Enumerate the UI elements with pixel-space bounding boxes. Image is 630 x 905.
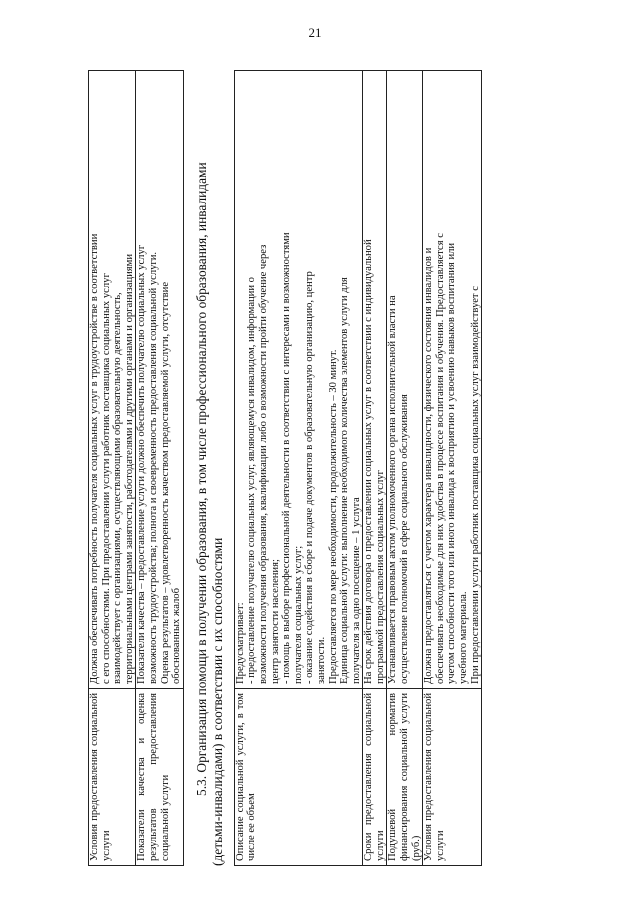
row-description: [136, 71, 183, 689]
table-row: [136, 71, 183, 866]
row-description: [89, 71, 136, 689]
row-label: Условия предоставления социальной услуги: [89, 689, 136, 866]
section-heading-line: (детьми-инвалидами) в соответствии с их способностями: [209, 537, 225, 866]
text-line: программой предоставления социальных услуг: [374, 470, 386, 684]
text-line: Предоставляется по мере необходимости, продолжительность – 30 минут.: [327, 349, 339, 684]
text-line: Предусматривает:: [234, 602, 246, 684]
text-line: обеспечивать необходимые для них удобства в процессе воспитания и обучения. Предоставляется с: [434, 233, 446, 684]
text-line: взаимодействует с организациями, осуществляющими образовательную деятельность,: [112, 292, 124, 684]
rotated-content: [88, 70, 568, 866]
text-line: учебного материала.: [458, 591, 470, 684]
text-line: Устанавливается правовым актом уполномоченного органа исполнительной власти на: [387, 295, 399, 684]
text-line: получателя за одно посещение – 1 услуга: [350, 497, 362, 684]
text-line: - помощь в выборе профессиональной деятельности в соответствии с интересами и возможностями: [281, 232, 293, 684]
table-row: [234, 71, 363, 866]
text-line: осуществление полномочий в сфере социального обслуживания: [399, 394, 411, 684]
text-line: с его способностями. При предоставлении услуги работник поставщика социальных услуг: [100, 273, 112, 684]
table-1: [88, 70, 184, 866]
text-line: получателя социальных услуг;: [292, 545, 304, 684]
table-row: [89, 71, 136, 866]
row-description: [234, 71, 363, 689]
text-line: учетом способности того или иного инвалида к восприятию и усвоению навыков воспитания или: [446, 242, 458, 684]
table-row: [387, 71, 423, 866]
table-2: [234, 70, 482, 866]
text-line: Должна предоставляться с учетом характера инвалидности, физического состояния инвалидов и: [423, 247, 435, 684]
text-line: На срок действия договора о предоставлении социальных услуг в соответствии с индивидуальной: [363, 239, 375, 684]
section-heading-line: 5.3. Организация помощи в получении образования, в том числе профессионального образования, инвалидами: [193, 162, 209, 796]
text-line: центр занятости населения;: [269, 559, 281, 684]
text-line: Показатели качества – предоставление услуги должно обеспечить получателю социальных услуг: [136, 244, 148, 684]
text-line: территориальными центрами занятости, работодателями и другими органами и организациями: [123, 253, 135, 684]
table-row: [423, 71, 482, 866]
row-description: [363, 71, 387, 689]
table-row: [363, 71, 387, 866]
text-line: занятости.: [315, 636, 327, 684]
row-label: Подушевой норматив финансирования социальной услуги (руб.): [387, 689, 423, 866]
section-heading: [194, 70, 226, 866]
text-line: - оказание содействия в сборе и подаче документов в образовательную организацию, центр: [304, 271, 316, 684]
text-line: При предоставлении услуги работник поставщика социальных услуг взаимодействует с: [469, 286, 481, 684]
text-line: обоснованных жалоб: [171, 588, 183, 684]
page-number: 21: [308, 25, 322, 40]
text-line: Оценка результатов – удовлетворенность качеством предоставляемой услуги, отсутствие: [159, 281, 171, 684]
text-line: Должна обеспечивать потребность получателя социальных услуг в трудоустройстве в соответствии: [89, 233, 100, 684]
row-label: Показатели качества и оценка результатов предоставления социальной услуги: [136, 689, 183, 866]
text-line: возможность трудоустройства; полнота и своевременность предоставления социальной услуги.: [147, 251, 159, 684]
row-label: Условия предоставления социальной услуги: [423, 689, 482, 866]
text-line: возможности получения образования, квалификации либо о возможности пройти обучение через: [257, 244, 269, 684]
row-label: Сроки предоставления социальной услуги: [363, 689, 387, 866]
text-line: Единица социальной услуги: выполнение необходимого количества элементов услуги для: [339, 277, 351, 684]
row-label: Описание социальной услуги, в том числе ее объем: [234, 689, 363, 866]
row-description: [387, 71, 423, 689]
row-description: [423, 71, 482, 689]
text-line: - предоставление получателю социальных услуг, являющемуся инвалидом, информации о: [246, 277, 258, 684]
